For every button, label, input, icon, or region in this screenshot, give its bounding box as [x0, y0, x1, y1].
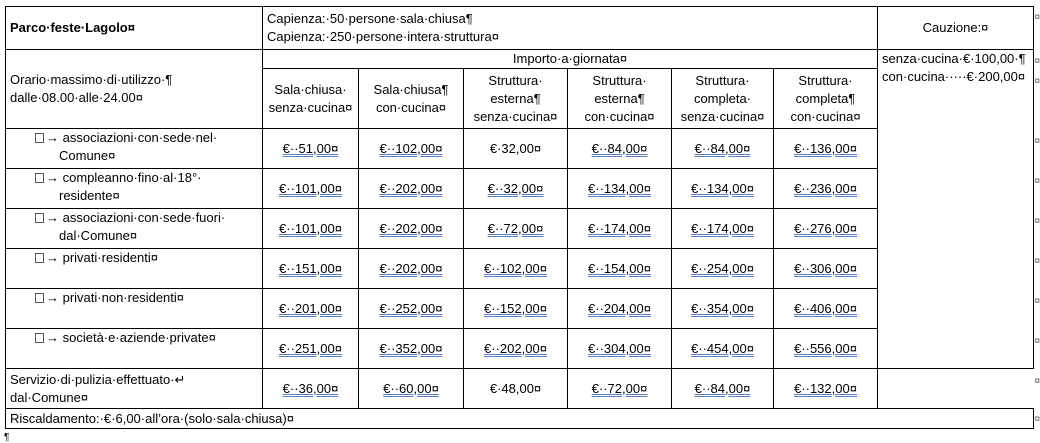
- price-cell: €··72,00¤: [487, 220, 544, 236]
- price-cell: €··101,00¤: [279, 220, 342, 236]
- col-header-complete-kitchen: Struttura· completa¶ con·cucina¤: [774, 69, 878, 129]
- row-end-mark: ¤: [1034, 296, 1040, 307]
- checkbox-bullet-icon: [35, 253, 44, 263]
- price-cell: €··134,00¤: [691, 180, 754, 196]
- price-cell: €··204,00¤: [588, 300, 651, 316]
- price-cell: €··84,00¤: [591, 140, 648, 156]
- deposit-cell: [878, 50, 1034, 369]
- price-cell: €··154,00¤: [588, 260, 651, 276]
- col-header-external-no-kitchen: Struttura· esterna¶ senza·cucina¤: [464, 69, 568, 129]
- category-label: → associazioni·con·sede·fuori· dal·Comune¤: [6, 209, 263, 249]
- checkbox-bullet-icon: [35, 133, 44, 143]
- price-cell: €··174,00¤: [588, 220, 651, 236]
- price-cell: €··354,00¤: [691, 300, 754, 316]
- price-cell: €··36,00¤: [282, 380, 339, 396]
- price-cell: €·48,00¤: [489, 380, 542, 396]
- price-cell: €··254,00¤: [691, 260, 754, 276]
- heating-note: Riscaldamento:·€·6,00·all’ora·(solo·sala·chiusa)¤: [6, 409, 1034, 429]
- col-header-complete-no-kitchen: Struttura· completa· senza·cucina¤: [672, 69, 774, 129]
- checkbox-bullet-icon: [35, 333, 44, 343]
- capacity-whole-structure: Capienza:·250·persone·intera·struttura¤: [267, 29, 499, 44]
- cleaning-row: [6, 369, 1034, 409]
- price-cell: €··174,00¤: [691, 220, 754, 236]
- col-header-closed-hall-kitchen: Sala·chiusa¶ con·cucina¤: [359, 69, 464, 129]
- price-cell: €··454,00¤: [691, 340, 754, 356]
- price-cell: €··72,00¤: [591, 380, 648, 396]
- hours-range: dalle·08.00·alle·24.00¤: [10, 90, 143, 105]
- price-cell: €··102,00¤: [379, 140, 443, 156]
- price-cell: €··201,00¤: [279, 300, 342, 316]
- price-cell: €··202,00¤: [379, 220, 443, 236]
- col-header-closed-hall-no-kitchen: Sala·chiusa· senza·cucina¤: [263, 69, 359, 129]
- price-cell: €·32,00¤: [489, 140, 542, 156]
- category-label: → privati·residenti¤: [6, 249, 263, 289]
- price-cell: €··152,00¤: [484, 300, 547, 316]
- price-cell: €··132,00¤: [794, 380, 857, 396]
- price-cell: €··136,00¤: [794, 140, 857, 156]
- price-cell: €··252,00¤: [379, 300, 443, 316]
- price-cell: €··102,00¤: [484, 260, 547, 276]
- price-cell: €··276,00¤: [794, 220, 857, 236]
- price-cell: €··202,00¤: [484, 340, 547, 356]
- row-end-mark: ¤: [1034, 376, 1040, 387]
- daily-rate-label: Importo·a·giornata¤: [263, 50, 878, 69]
- price-cell: €··101,00¤: [279, 180, 342, 196]
- price-cell: €··202,00¤: [379, 260, 443, 276]
- category-label: → società·e·aziende·private¤: [6, 329, 263, 369]
- hours-cell: [6, 50, 263, 129]
- price-cell: €··84,00¤: [694, 140, 751, 156]
- price-cell: €··304,00¤: [588, 340, 651, 356]
- category-label: → compleanno·fino·al·18°· residente¤: [6, 169, 263, 209]
- price-cell: €··202,00¤: [379, 180, 443, 196]
- deposit-without-kitchen: senza·cucina·€·100,00·¶: [882, 51, 1026, 66]
- price-cell: €··151,00¤: [279, 260, 342, 276]
- row-end-mark: ¤: [1034, 76, 1040, 87]
- row-end-mark: ¤: [1034, 136, 1040, 147]
- capacity-cell: [263, 7, 878, 50]
- row-end-mark: ¤: [1034, 256, 1040, 267]
- price-cell: €··251,00¤: [279, 340, 342, 356]
- category-label: → privati·non·residenti¤: [6, 289, 263, 329]
- price-cell: €··556,00¤: [794, 340, 857, 356]
- deposit-with-kitchen: con·cucina·····€·200,00¤: [882, 69, 1026, 84]
- row-end-mark: ¤: [1034, 56, 1040, 67]
- price-cell: €··134,00¤: [588, 180, 651, 196]
- row-end-mark: ¤: [1034, 176, 1040, 187]
- pricing-table: [5, 6, 1034, 429]
- category-label: → associazioni·con·sede·nel· Comune¤: [6, 129, 263, 169]
- price-cell: €··60,00¤: [383, 380, 439, 396]
- price-cell: €··84,00¤: [694, 380, 751, 396]
- row-end-mark: ¤: [1034, 414, 1040, 425]
- hours-label: Orario·massimo·di·utilizzo·¶: [10, 72, 173, 87]
- cleaning-label: Servizio·di·pulizia·effettuato·↵ dal·Comune¤: [6, 369, 263, 409]
- price-cell: €··236,00¤: [794, 180, 857, 196]
- row-end-mark: ¤: [1034, 336, 1040, 347]
- row-end-mark: ¤: [1034, 216, 1040, 227]
- checkbox-bullet-icon: [35, 173, 44, 183]
- heating-row: [6, 409, 1034, 429]
- checkbox-bullet-icon: [35, 293, 44, 303]
- price-cell: €··406,00¤: [794, 300, 857, 316]
- capacity-closed-hall: Capienza:·50·persone·sala·chiusa¶: [267, 11, 473, 26]
- paragraph-mark: ¶: [4, 432, 10, 443]
- price-cell: €··32,00¤: [487, 180, 544, 196]
- park-name: Parco·feste·Lagolo¤: [6, 7, 263, 50]
- price-cell: €··352,00¤: [379, 340, 443, 356]
- col-header-external-kitchen: Struttura· esterna¶ con·cucina¤: [568, 69, 672, 129]
- price-cell: €··306,00¤: [794, 260, 857, 276]
- deposit-title: Cauzione:¤: [878, 7, 1034, 50]
- row-end-mark: ¤: [1034, 12, 1040, 23]
- price-cell: €··51,00¤: [282, 140, 339, 156]
- checkbox-bullet-icon: [35, 213, 44, 223]
